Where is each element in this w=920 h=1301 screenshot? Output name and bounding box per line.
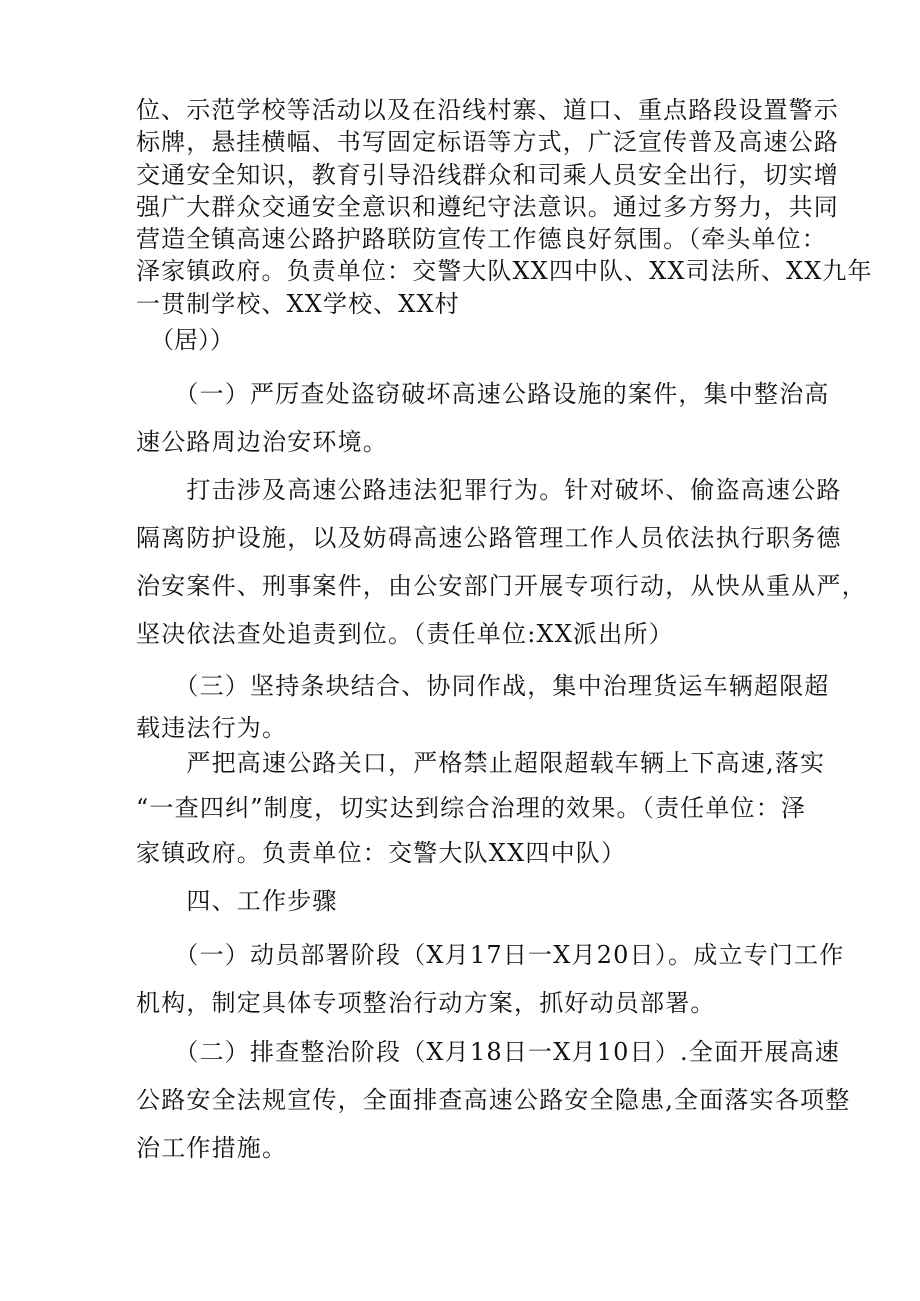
paragraph-mobilization-stage [136,931,845,1027]
text-line: 一贯制学校、XX学校、XX村 [136,289,460,318]
text-line: 公路安全法规宣传，全面排查高速公路安全隐患,全面落实各项整 [136,1086,851,1114]
paragraph-highway-checkpoint [136,741,826,876]
text-line: （一）严厉查处盗窃破坏高速公路设施的案件，集中整治高 [136,380,830,408]
text-line: 标牌，悬挂横幅、书写固定标语等方式，广泛宣传普及高速公路 [136,128,839,157]
text-line: 机构，制定具体专项整治行动方案，抓好动员部署。 [136,989,716,1017]
text-line: 严把高速公路关口，严格禁止超限超载车辆上下高速,落实 [136,749,826,777]
section-heading-work-steps [136,885,796,917]
text-line: 交通安全知识，教育引导沿线群众和司乘人员安全出行，切实增 [136,160,839,189]
text-line: 位、示范学校等活动以及在沿线村寨、道口、重点路段设置警示 [136,96,839,124]
paragraph-residence-note [150,324,810,356]
text-line: 隔离防护设施，以及妨碍高速公路管理工作人员依法执行职务德 [136,524,842,552]
text-line: 泽家镇政府。负责单位：交警大队XX四中队、XX司法所、XX九年 [136,257,873,286]
paragraph-crime-enforcement [136,466,867,658]
text-line: 治工作措施。 [136,1134,288,1162]
text-line: 家镇政府。负责单位：交警大队XX四中队） [136,839,627,867]
section-heading-theft-crackdown [136,370,830,466]
text-line: 速公路周边治安环境。 [136,428,388,456]
paragraph-inspection-stage [136,1028,851,1172]
text-line: （一）动员部署阶段（X月17日一X月20日）。成立专门工作 [136,941,845,969]
text-line: 治安案件、刑事案件，由公安部门开展专项行动，从快从重从严， [136,572,867,600]
text-line: （三）坚持条块结合、协同作战，集中治理货运车辆超限超 [136,672,830,700]
text-line: 营造全镇高速公路护路联防宣传工作德良好氛围。（牵头单位： [136,225,827,254]
section-heading-overload-control [136,665,830,749]
text-line: 强广大群众交通安全意识和遵纪守法意识。通过多方努力，共同 [136,192,839,221]
text-line: 打击涉及高速公路违法犯罪行为。针对破坏、偷盗高速公路 [136,476,842,504]
text-line: （居）） [150,326,234,354]
text-line: 四、工作步骤 [136,887,338,915]
text-line: “一查四纠”制度，切实达到综合治理的效果。（责任单位：泽 [136,794,807,822]
text-line: 坚决依法查处追责到位。（责任单位:XX派出所） [136,620,674,648]
text-line: （二）排查整治阶段（X月18日一X月10日）.全面开展高速 [136,1038,841,1066]
text-line: 载违法行为。 [136,714,288,742]
paragraph-publicity-campaign [136,94,873,320]
